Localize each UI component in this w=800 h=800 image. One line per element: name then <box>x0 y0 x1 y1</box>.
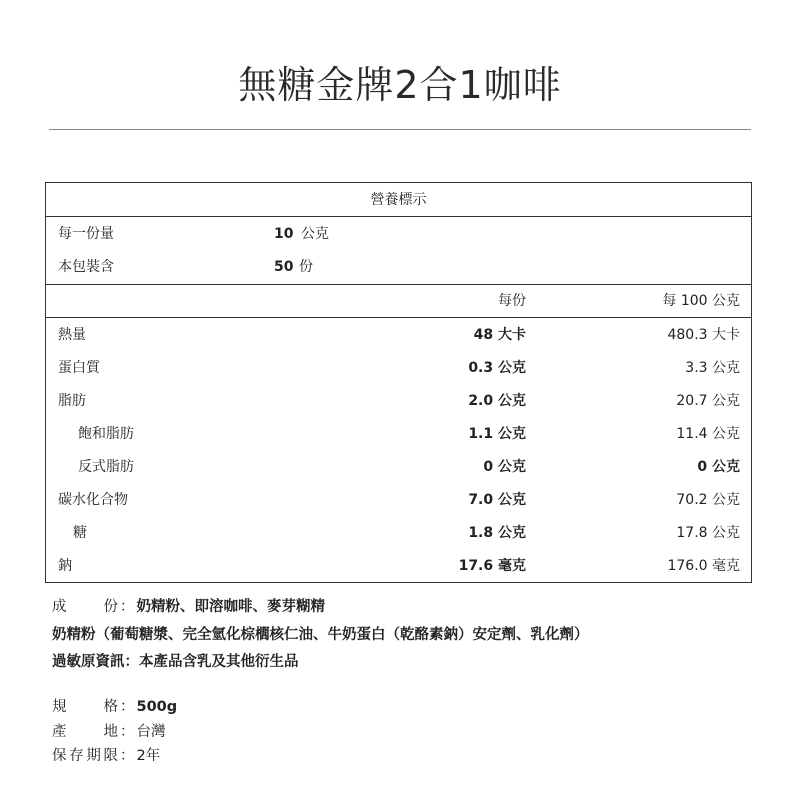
nutrient-per-serving: 0.3 公克 <box>468 360 526 376</box>
nutrient-name: 脂肪 <box>58 393 86 409</box>
nutrient-per-serving: 48 大卡 <box>473 327 526 343</box>
per-serving-header: 每份 <box>498 293 526 309</box>
nutrient-per-100g: 176.0 毫克 <box>667 558 740 574</box>
serving-size-value: 10 <box>274 226 294 242</box>
nutrient-name: 反式脂肪 <box>78 459 134 475</box>
spec-origin-line <box>52 722 166 742</box>
spec-shelf-value: 2年 <box>136 748 161 764</box>
ingredients-label: 成 份 <box>52 599 118 615</box>
serving-size-unit: 公克 <box>301 226 329 242</box>
spec-shelf-line <box>52 746 160 766</box>
colon: ： <box>120 724 135 740</box>
divider <box>46 284 751 285</box>
creamer-detail: 奶精粉（葡萄糖漿、完全氫化棕櫚核仁油、牛奶蛋白（乾酪素鈉）安定劑、乳化劑） <box>52 627 589 643</box>
spec-size-line <box>52 697 177 717</box>
spec-shelf-label: 保存期限 <box>52 748 118 764</box>
per-100g-header: 每 100 公克 <box>662 293 740 309</box>
nutrient-per-100g: 480.3 大卡 <box>667 327 740 343</box>
nutrient-per-serving: 0 公克 <box>483 459 526 475</box>
servings-unit: 份 <box>299 259 313 275</box>
colon: ： <box>120 699 135 715</box>
spec-origin-value: 台灣 <box>136 724 166 740</box>
nutrient-name: 鈉 <box>58 558 72 574</box>
nutrient-per-serving: 7.0 公克 <box>468 492 526 508</box>
divider <box>46 216 751 217</box>
spec-size-value: 500g <box>136 699 178 715</box>
nutrient-name: 蛋白質 <box>58 360 100 376</box>
spec-size-label: 規 格 <box>52 699 118 715</box>
ingredients-line <box>52 597 325 617</box>
title-divider <box>49 129 751 130</box>
nutrition-heading: 營養標示 <box>370 192 427 208</box>
allergen-info: 過敏原資訊：本產品含乳及其他衍生品 <box>52 654 299 670</box>
nutrient-per-100g: 3.3 公克 <box>685 360 740 376</box>
nutrient-per-serving: 1.1 公克 <box>468 426 526 442</box>
nutrient-name: 熱量 <box>58 327 86 343</box>
spec-origin-label: 產 地 <box>52 724 118 740</box>
nutrient-name: 飽和脂肪 <box>78 426 134 442</box>
nutrient-per-100g: 70.2 公克 <box>676 492 740 508</box>
servings-value: 50 <box>274 259 294 275</box>
nutrient-per-100g: 11.4 公克 <box>676 426 740 442</box>
serving-size-label: 每一份量 <box>58 226 114 242</box>
nutrient-per-serving: 2.0 公克 <box>468 393 526 409</box>
nutrient-per-serving: 17.6 毫克 <box>458 558 526 574</box>
nutrition-facts-panel <box>45 182 752 583</box>
nutrient-name: 碳水化合物 <box>58 492 128 508</box>
nutrient-name: 糖 <box>73 525 87 541</box>
product-title: 無糖金牌2合1咖啡 <box>238 63 562 107</box>
ingredients-value: 奶精粉、即溶咖啡、麥芽糊精 <box>136 599 325 615</box>
servings-label: 本包裝含 <box>58 259 114 275</box>
nutrient-per-100g: 20.7 公克 <box>676 393 740 409</box>
colon: ： <box>120 748 135 764</box>
colon: ： <box>120 599 135 615</box>
nutrient-per-100g: 17.8 公克 <box>676 525 740 541</box>
divider <box>46 317 751 318</box>
nutrient-per-serving: 1.8 公克 <box>468 525 526 541</box>
nutrient-per-100g: 0 公克 <box>697 459 740 475</box>
